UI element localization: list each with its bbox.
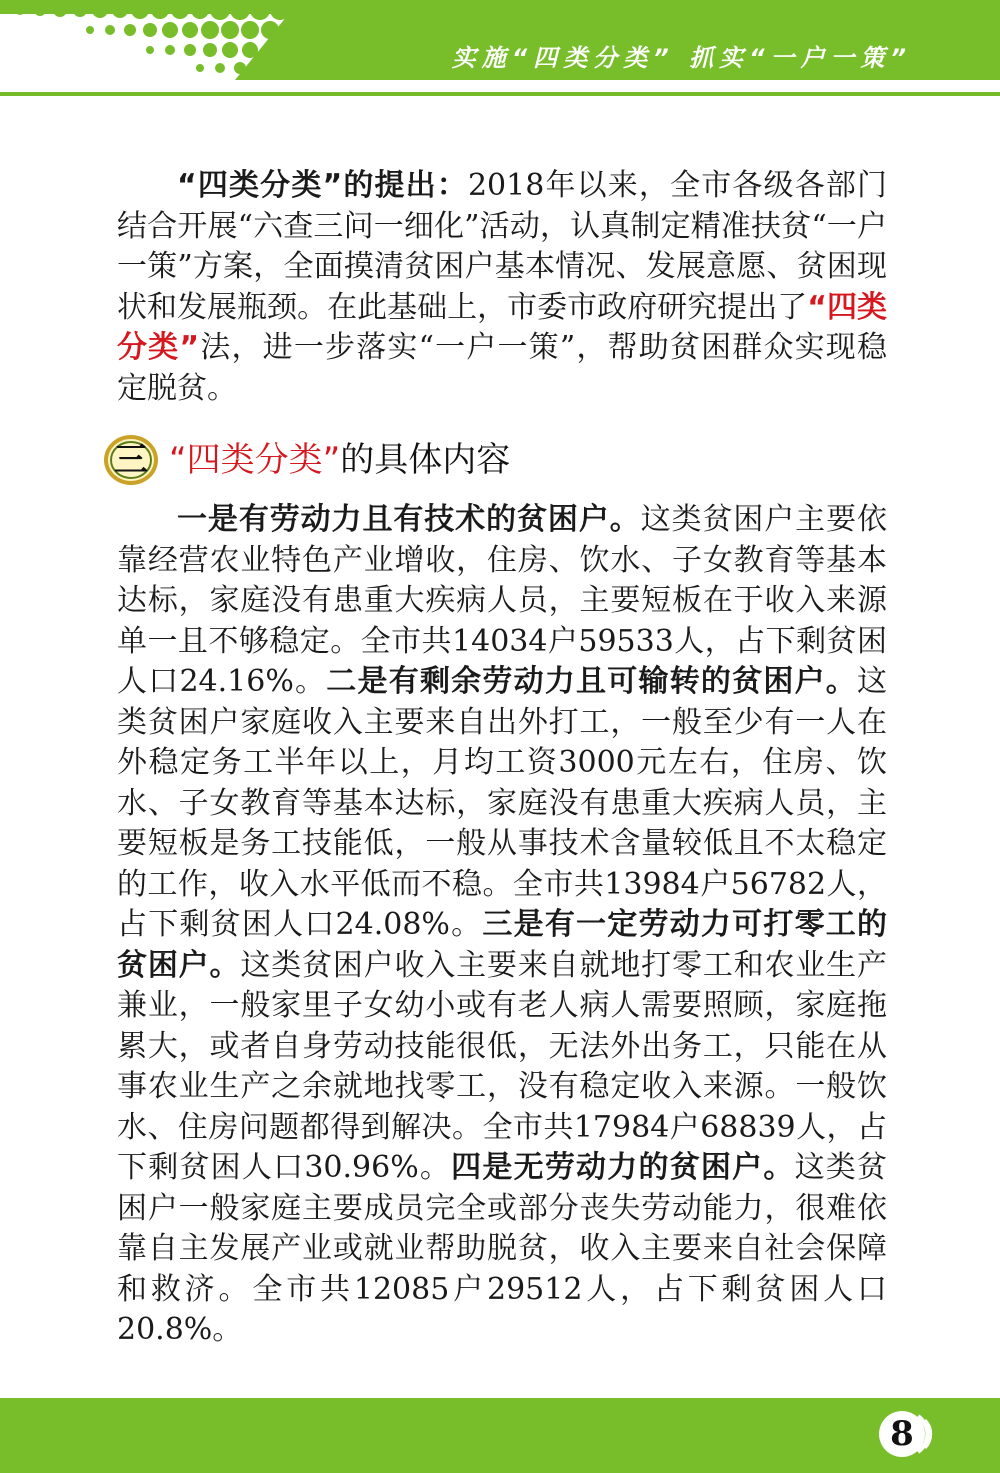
section-number: 三 bbox=[114, 440, 148, 480]
header-title: 实施“四类分类” 抓实“一户一策” bbox=[451, 44, 912, 72]
page-number: 8 bbox=[890, 1414, 914, 1454]
intro-lead: “四类分类”的提出： bbox=[177, 168, 468, 203]
category-3-text: 这类贫困户收入主要来自就地打零工和农业生产兼业，一般家里子女幼小或有老人病人需要照顾，家庭拖累大，或者自身劳动技能很低，无法外出务工，只能在从事农业生产之余就地找零工，没有稳定收入来源。一般饮水、住房问题都得到解决。全市共17984户68839人，占下剩贫困人口30.96%。 bbox=[117, 947, 888, 1185]
category-2-heading: 二是有剩余劳动力且可输转的贫困户。 bbox=[326, 664, 858, 699]
section-title-rest: 的具体内容 bbox=[340, 440, 511, 480]
category-1-heading: 一是有劳动力且有技术的贫困户。 bbox=[177, 502, 641, 537]
section-title bbox=[169, 438, 510, 482]
body-paragraph bbox=[117, 500, 887, 1351]
page-number-badge bbox=[878, 1410, 938, 1460]
intro-highlight: “四类分类” bbox=[117, 289, 888, 365]
category-4-text: 这类贫困户一般家庭主要成员完全或部分丧失劳动能力，很难依靠自主发展产业或就业帮助脱贫，收入主要来自社会保障和救济。全市共12085户29512人，占下剩贫困人口20.8%。 bbox=[117, 1150, 888, 1347]
section-title-highlight: “四类分类” bbox=[169, 440, 341, 480]
intro-text-1: 2018年以来，全市各级各部门结合开展“六查三问一细化”活动，认真制定精准扶贫“一户一策”方案，全面摸清贫困户基本情况、发展意愿、贫困现状和发展瓶颈。在此基础上，市委市政府研究提出了 bbox=[117, 168, 887, 325]
category-2-text: 这类贫困户家庭收入主要来自出外打工，一般至少有一人在外稳定务工半年以上，月均工资3000元左右，住房、饮水、子女教育等基本达标，家庭没有患重大疾病人员，主要短板是务工技能低，一般从事技术含量较低且不太稳定的工作，收入水平低而不稳。全市共13984户56782人，占下剩贫困人口24.08%。 bbox=[117, 664, 888, 942]
intro-section bbox=[117, 166, 887, 409]
category-4-heading: 四是无劳动力的贫困户。 bbox=[451, 1150, 795, 1185]
dot-pattern-icon bbox=[15, 0, 290, 74]
intro-text-2: 法，进一步落实“一户一策”，帮助贫困群众实现稳定脱贫。 bbox=[117, 330, 887, 406]
footer-bar bbox=[0, 1398, 1000, 1473]
section-heading bbox=[103, 432, 703, 488]
intro-paragraph bbox=[117, 166, 887, 409]
category-3-heading: 三是有一定劳动力可打零工的贫困户。 bbox=[117, 907, 888, 983]
body-section bbox=[117, 500, 887, 1351]
category-1-text: 这类贫困户主要依靠经营农业特色产业增收，住房、饮水、子女教育等基本达标，家庭没有患重大疾病人员，主要短板在于收入来源单一且不够稳定。全市共14034户59533人，占下剩贫困人口24.16%。 bbox=[117, 502, 888, 699]
header-divider bbox=[0, 92, 1000, 96]
